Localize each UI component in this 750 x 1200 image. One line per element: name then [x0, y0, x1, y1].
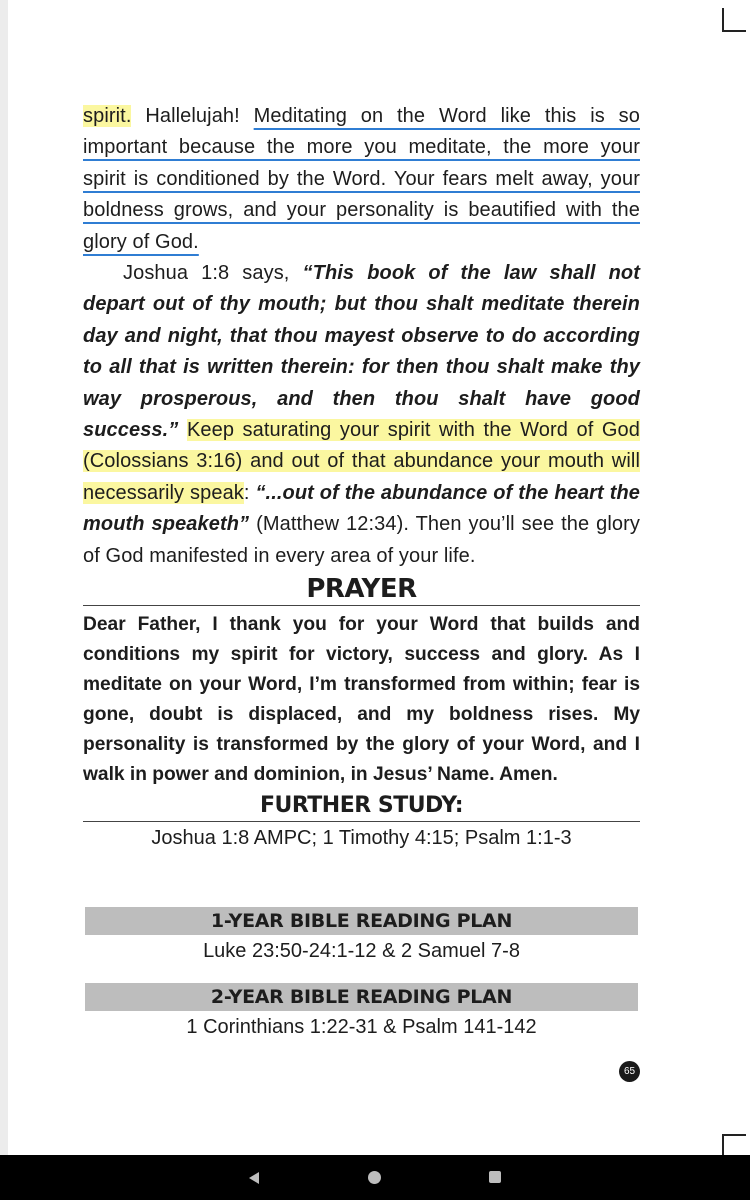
back-icon[interactable]	[249, 1172, 259, 1184]
one-year-plan-text: Luke 23:50-24:1-12 & 2 Samuel 7-8	[203, 940, 520, 962]
home-icon[interactable]	[368, 1171, 381, 1184]
recent-apps-icon[interactable]	[489, 1171, 501, 1183]
body-text: Hallelujah!	[131, 105, 254, 127]
paragraph-joshua	[83, 258, 640, 572]
system-navigation-bar	[0, 1155, 750, 1200]
body-text: :	[243, 481, 256, 504]
body-text: Joshua 1:8 says,	[123, 262, 303, 285]
two-year-plan-text: 1 Corinthians 1:22-31 & Psalm 141-142	[186, 1016, 537, 1038]
highlighted-text[interactable]: Keep saturating your spirit with the Word of God (Colossians 3:16) and out of that abundance your mouth will necessarily speak	[83, 419, 640, 504]
page-number-badge: 65	[619, 1061, 640, 1082]
prayer-text: Dear Father, I thank you for your Word that builds and conditions my spirit for victory, success and glory. As I meditate on your Word, I’m transformed from within; fear is gone, doubt is displaced, and my boldness rises. My personality is transformed by the glory of your Word, and I walk in power and dominion, in Jesus’ Name. Amen.	[83, 614, 640, 786]
prayer-heading: PRAYER	[83, 574, 640, 606]
page-content	[83, 101, 640, 852]
one-year-plan-heading: 1-YEAR BIBLE READING PLAN	[85, 907, 638, 935]
highlighted-text[interactable]: spirit.	[83, 105, 132, 127]
scripture-quote: “...out of the abundance of the heart the mouth speaketh”	[83, 481, 640, 536]
further-study-text: Joshua 1:8 AMPC; 1 Timothy 4:15; Psalm 1:1-3	[151, 827, 572, 850]
paragraph-meditation	[83, 101, 640, 258]
two-year-plan-heading: 2-YEAR BIBLE READING PLAN	[85, 983, 638, 1011]
underlined-text[interactable]: Meditating on the Word like this is so important because the more you meditate, the more your spirit is conditioned by the Word. Your fears melt away, your boldness grows, and your personality is beautified with the glory of God.	[83, 105, 640, 253]
crop-mark-top	[722, 8, 746, 32]
body-text: (Matthew 12:34). Then you’ll see the glory of God manifested in every area of your life.	[83, 513, 640, 567]
scripture-quote: “This book of the law shall not depart out of thy mouth; but thou shalt meditate therein day and night, that thou mayest observe to do according to all that is written therein: for then thou shalt make thy way prosperous, and then thou shalt have good success.”	[83, 262, 640, 442]
further-study-heading: FURTHER STUDY:	[83, 792, 640, 822]
